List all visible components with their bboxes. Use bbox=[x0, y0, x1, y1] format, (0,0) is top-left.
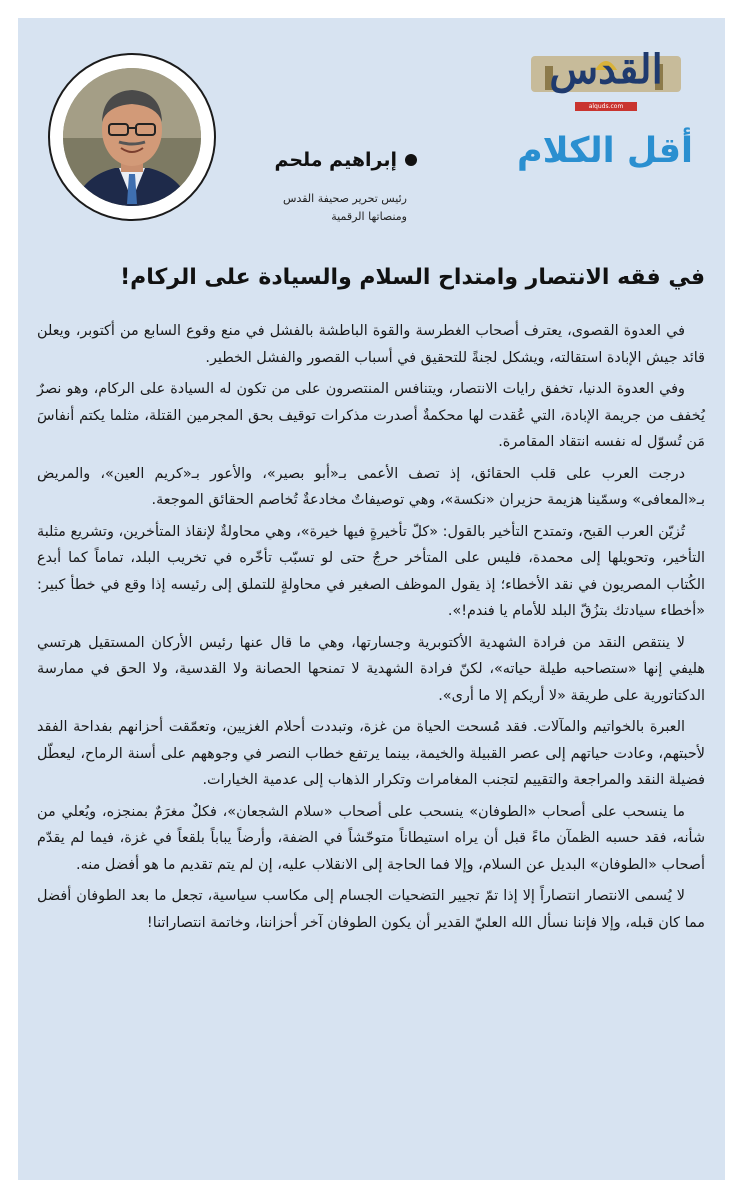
paragraph: تُزيّن العرب القبح، وتمتدح التأخير بالقول: «كلّ تأخيرةٍ فيها خيرة»، وهي محاولةٌ لإنقاذ المتأخرين، وتشريع مثلبة التأخير، وتحويلها إلى محمدة، فليس على المتأخر حرجٌ حتى لو تسبّب تأخّره في تخريب البلد، تماماً كما أبدع الكُتاب المصريون في نقد الأخطاء؛ إذ يقول الموظف الصغير في محاولةٍ للتملق إلى رئيسه إذا وقع في خطأ كبير: «أخطاء سيادتك بتزُقّ البلد للأمام يا فندم!». bbox=[37, 523, 705, 619]
paragraph: درجت العرب على قلب الحقائق، إذ تصف الأعمى بـ«أبو بصير»، والأعور بـ«كريم العين»، والمريض بـ«المعافى» وسمّينا هزيمة حزيران «نكسة»، وهي توصيفاتٌ مخادعةٌ تُخاصم الحقائق الموجعة. bbox=[37, 465, 705, 508]
bullet-icon bbox=[405, 154, 417, 166]
article-headline: في فقه الانتصار وامتداح السلام والسيادة على الركام! bbox=[120, 265, 705, 290]
paragraph: وفي العدوة الدنيا، تخفق رايات الانتصار، ويتنافس المنتصرون على من تكون له السيادة على الركام، وهو نصرٌ يُخفف من جريمة الإبادة، التي عُقدت لها محكمةٌ أصدرت مذكرات توقيف بحق المجرمين القتلة، مثلما يكتم أنفاسَ مَن تُسوّل له نفسه انتقاد المقامرة. bbox=[37, 381, 705, 450]
author-portrait bbox=[63, 68, 201, 206]
paragraph: لا يُسمى الانتصار انتصاراً إلا إذا تمّ تجيير التضحيات الجسام إلى مكاسب سياسية، تجعل ما بعد الطوفان أفضل مما كان قبله، وإلا فإننا نسأل الله العليّ القدير أن يكون الطوفان آخر أحزاننا، وخاتمة انتصاراتنا! bbox=[37, 888, 705, 931]
author-portrait-frame bbox=[48, 53, 216, 221]
paragraph: العبرة بالخواتيم والمآلات. فقد مُسحت الحياة من غزة، وتبددت أحلام الغزيين، وتعمّقت أحزانهم بفداحة الفقد لأحبتهم، وعادت حياتهم إلى عصر القبيلة والخيمة، بينما يرتفع خطاب النصر في وجوههم على أسنة الرماح، ليعطّل فضيلة النقد والمراجعة والتقييم لتجنب المغامرات وتكرار الذهاب إلى عدمية الخيارات. bbox=[37, 719, 705, 788]
newspaper-logo bbox=[525, 40, 687, 116]
article-body bbox=[37, 318, 705, 941]
paragraph: في العدوة القصوى، يعترف أصحاب الغطرسة والقوة الباطشة بالفشل في منع وقوع السابع من أكتوبر، ويعلن قائد جيش الإبادة استقالته، ويشكل لجنةً للتحقيق في أسباب القصور والفشل الخطير. bbox=[37, 323, 705, 366]
article-page bbox=[18, 18, 725, 1180]
logo-text: القدس bbox=[549, 45, 663, 93]
author-role-line1: رئيس تحرير صحيفة القدس bbox=[283, 192, 407, 205]
paragraph: لا ينتقص النقد من فرادة الشهدية الأكتوبرية وجسارتها، وهي ما قال عنها رئيس الأركان المستقيل هرتسي هليفي إنها «ستصاحبه طيلة حياته»، لكنّ فرادة الشهدية لا تمنحها الحصانة ولا القدسية، ولا الحق في ممارسة الدكتاتورية على طريقة «لا أريكم إلا ما أرى». bbox=[37, 634, 705, 704]
logo-url: alquds.com bbox=[575, 102, 637, 111]
column-title: أقل الكلام bbox=[516, 131, 693, 171]
author-name: إبراهيم ملحم bbox=[274, 149, 397, 171]
author-role bbox=[227, 190, 407, 226]
author-role-line2: ومنصاتها الرقمية bbox=[331, 210, 407, 223]
author-line bbox=[274, 149, 417, 171]
paragraph: ما ينسحب على أصحاب «الطوفان» ينسحب على أصحاب «سلام الشجعان»، فكلٌ مغرَمٌ بمنجزه، ويُعلي من شأنه، فقد حسبه الظمآن ماءً قبل أن يراه استيطاناً متوحّشاً في الضفة، وأرضاً يباباً بلقعاً في غزة، فيما لم يقدّم أصحاب «الطوفان» البديل عن السلام، وإلا فما الحاجة إلى الانقلاب عليه، إن لم يتم تقديم ما هو أفضل منه. bbox=[37, 803, 705, 873]
